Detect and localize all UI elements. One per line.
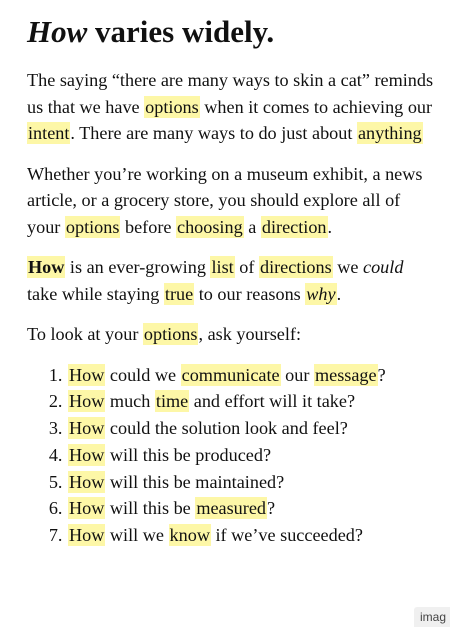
emphasis-could: could bbox=[363, 257, 404, 277]
highlight-options: options bbox=[143, 324, 198, 344]
text: will we bbox=[105, 525, 169, 546]
text: to our reasons bbox=[194, 283, 306, 304]
highlight-list: list bbox=[211, 257, 234, 277]
highlight-how: How bbox=[69, 444, 105, 465]
text: ? bbox=[267, 498, 276, 519]
text: will this be produced? bbox=[105, 444, 272, 465]
highlight-how: How bbox=[69, 498, 105, 519]
list-item bbox=[67, 388, 437, 415]
text: To look at your bbox=[27, 324, 143, 344]
text: The saying “there are many ways to skin a cat” reminds us that we have bbox=[27, 70, 434, 117]
paragraph-options-intro bbox=[27, 67, 437, 147]
text: before bbox=[120, 216, 176, 237]
list-item bbox=[67, 415, 437, 442]
highlight-communicate: communicate bbox=[181, 364, 280, 385]
highlight-directions: directions bbox=[259, 257, 332, 277]
title-text: varies widely. bbox=[87, 14, 275, 49]
text: take while staying bbox=[27, 283, 164, 304]
text: is an ever-growing bbox=[65, 257, 211, 277]
text: will this be maintained? bbox=[105, 471, 285, 492]
page-title bbox=[27, 14, 437, 50]
highlight-true: true bbox=[164, 283, 194, 304]
list-item bbox=[67, 442, 437, 469]
text: ? bbox=[377, 364, 386, 385]
highlight-anything: anything bbox=[357, 123, 422, 143]
paragraph-how-definition bbox=[27, 254, 437, 307]
list-item bbox=[67, 469, 437, 496]
paragraph-explore-options bbox=[27, 161, 437, 241]
highlight-message: message bbox=[314, 364, 377, 385]
paragraph-ask-yourself bbox=[27, 321, 437, 348]
image-label-tag: imag bbox=[414, 607, 450, 627]
text: Whether you’re working on a museum exhibit, a news article, or a grocery store, you should explore all of your bbox=[27, 163, 423, 237]
highlight-how: How bbox=[69, 391, 105, 412]
highlight-why: why bbox=[306, 283, 336, 304]
highlight-intent: intent bbox=[28, 123, 70, 143]
text: when it comes to achieving our bbox=[199, 96, 433, 117]
highlight-know: know bbox=[169, 525, 210, 546]
list-item bbox=[67, 495, 437, 522]
text: a bbox=[243, 216, 261, 237]
text: much bbox=[105, 391, 155, 412]
highlight-direction: direction bbox=[261, 216, 327, 237]
text: we bbox=[332, 257, 364, 277]
text: . bbox=[327, 216, 333, 237]
highlight-how: How bbox=[69, 471, 105, 492]
title-emphasis: How bbox=[27, 14, 88, 49]
highlight-how: How bbox=[69, 525, 105, 546]
list-item bbox=[67, 362, 437, 389]
highlight-how: How bbox=[69, 418, 105, 439]
text: could we bbox=[105, 364, 181, 385]
text: could the solution look and feel? bbox=[105, 418, 348, 439]
highlight-time: time bbox=[155, 391, 189, 412]
highlight-options: options bbox=[145, 96, 199, 117]
article bbox=[27, 14, 437, 549]
text: of bbox=[234, 257, 259, 277]
text: , ask yourself: bbox=[198, 324, 302, 344]
text: . There are many ways to do just about bbox=[70, 123, 357, 143]
highlight-choosing: choosing bbox=[177, 216, 243, 237]
highlight-how: How bbox=[28, 257, 65, 277]
text: our bbox=[280, 364, 314, 385]
text: and effort will it take? bbox=[189, 391, 356, 412]
highlight-how: How bbox=[69, 364, 105, 385]
questions-list bbox=[27, 362, 437, 550]
list-item bbox=[67, 522, 437, 549]
highlight-options: options bbox=[65, 216, 120, 237]
text: . bbox=[336, 283, 342, 304]
text: will this be bbox=[105, 498, 196, 519]
text: if we’ve succeeded? bbox=[210, 525, 363, 546]
highlight-measured: measured bbox=[196, 498, 266, 519]
